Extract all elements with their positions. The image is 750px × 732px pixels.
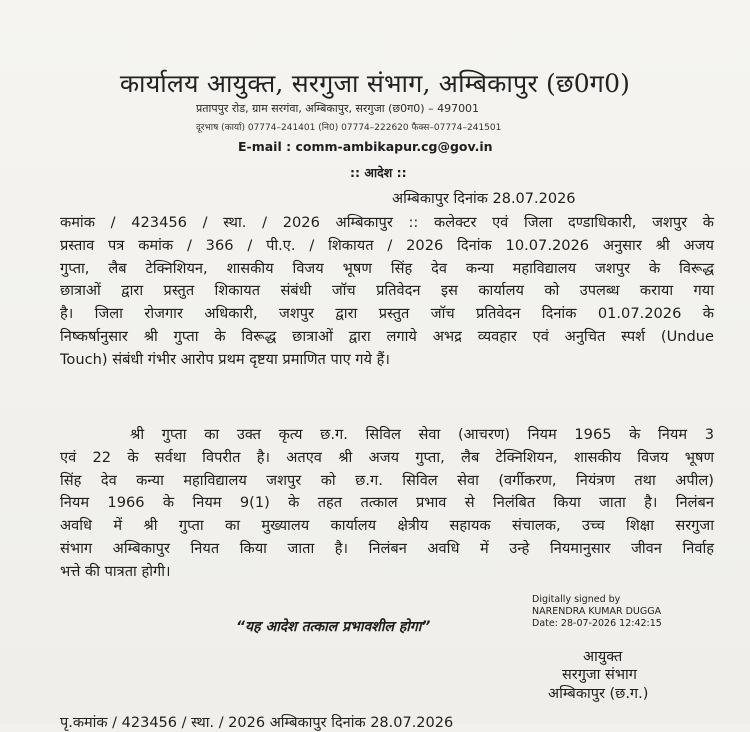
office-address: प्रतापपुर रोड, ग्राम सरगंवा, अम्बिकापुर, सरगुजा (छ0ग0) – 497001	[196, 102, 480, 115]
order-heading: :: आदेश ::	[350, 165, 407, 180]
order-effect-note: “यह आदेश तत्काल प्रभावशील होगा”	[236, 619, 431, 635]
authority-place: अम्बिकापुर (छ.ग.)	[548, 686, 649, 702]
paragraph-line: एवं 22 के सर्वथा विपरीत है। अतएव श्री अजय गुप्ता, लैब टेक्निशियन, शासकीय विजय भूषण	[60, 448, 715, 466]
order-paragraph-2	[60, 424, 714, 584]
order-paragraph-1	[60, 212, 714, 372]
office-title: कार्यालय आयुक्त, सरगुजा संभाग, अम्बिकापुर (छ0ग0)	[119, 69, 631, 98]
authority-division: सरगुजा संभाग	[562, 667, 637, 683]
paragraph-line: संभाग अम्बिकापुर नियत किया जाता है। निलंबन अवधि में उन्हे नियमानुसार जीवन निर्वाह	[60, 539, 714, 557]
digital-signature-name: NARENDRA KUMAR DUGGA	[532, 606, 662, 617]
paragraph-line: गुप्ता, लैब टेक्निशियन, शासकीय विजय भूषण सिंह देव कन्या महाविद्यालय जशपुर के विरूद्ध	[60, 259, 714, 277]
paragraph-line: निष्कर्षानुसार श्री गुप्ता के विरूद्ध छात्राओं द्वारा लगाये अभद्र व्यवहार एवं अनुचित स्पर्श (Undue	[60, 327, 714, 345]
paragraph-line: सिंह देव कन्या महाविद्यालय जशपुर को छ.ग. सिविल सेवा (वर्गीकरण, नियंत्रण तथा अपील)	[60, 471, 714, 489]
office-phone: दूरभाष (कार्या) 07774–241401 (नि0) 07774–222620 फैक्स–07774–241501	[196, 123, 502, 133]
order-place-date: अम्बिकापुर दिनांक 28.07.2026	[392, 191, 576, 207]
paragraph-line: नियम 1966 के नियम 9(1) के तहत तत्काल प्रभाव से निलंबित किया जाता है। निलंबन	[60, 494, 714, 512]
digital-signature-label: Digitally signed by	[532, 594, 621, 605]
paragraph-line: भत्ते की पात्रता होगी।	[60, 562, 171, 580]
paragraph-line: है। जिला रोजगार अधिकारी, जशपुर द्वारा प्रस्तुत जॉच प्रतिवेदन दिनांक 01.07.2026 के	[60, 305, 714, 323]
digital-signature-date: Date: 28-07-2026 12:42:15	[532, 618, 662, 629]
paragraph-line: Touch) संबंधी गंभीर आरोप प्रथम दृष्टया प्रमाणित पाए गये हैं।	[60, 350, 390, 368]
endorsement-line-partial: पृ.कमांक / 423456 / स्था. / 2026 अम्बिकापुर दिनांक 28.07.2026	[60, 715, 454, 731]
paragraph-line: कमांक / 423456 / स्था. / 2026 अम्बिकापुर :: कलेक्टर एवं जिला दण्डाधिकारी, जशपुर के	[60, 214, 714, 231]
paragraph-line: अवधि में श्री गुप्ता का मुख्यालय कार्यालय क्षेत्रीय सहायक संचालक, उच्च शिक्षा सरगुजा	[60, 517, 714, 535]
paragraph-line: प्रस्ताव पत्र कमांक / 366 / पी.ए. / शिकायत / 2026 दिनांक 10.07.2026 अनुसार श्री अजय	[60, 236, 714, 254]
paragraph-line: छात्राओं द्वारा प्रस्तुत शिकायत संबंधी जॉच प्रतिवेदन इस कार्यालय को उपलब्ध कराया गया	[60, 282, 714, 300]
paragraph-line: श्री गुप्ता का उक्त कृत्य छ.ग. सिविल सेवा (आचरण) नियम 1965 के नियम 3	[130, 426, 714, 443]
authority-title: आयुक्त	[583, 649, 623, 665]
office-email: E-mail : comm-ambikapur.cg@gov.in	[238, 139, 493, 154]
